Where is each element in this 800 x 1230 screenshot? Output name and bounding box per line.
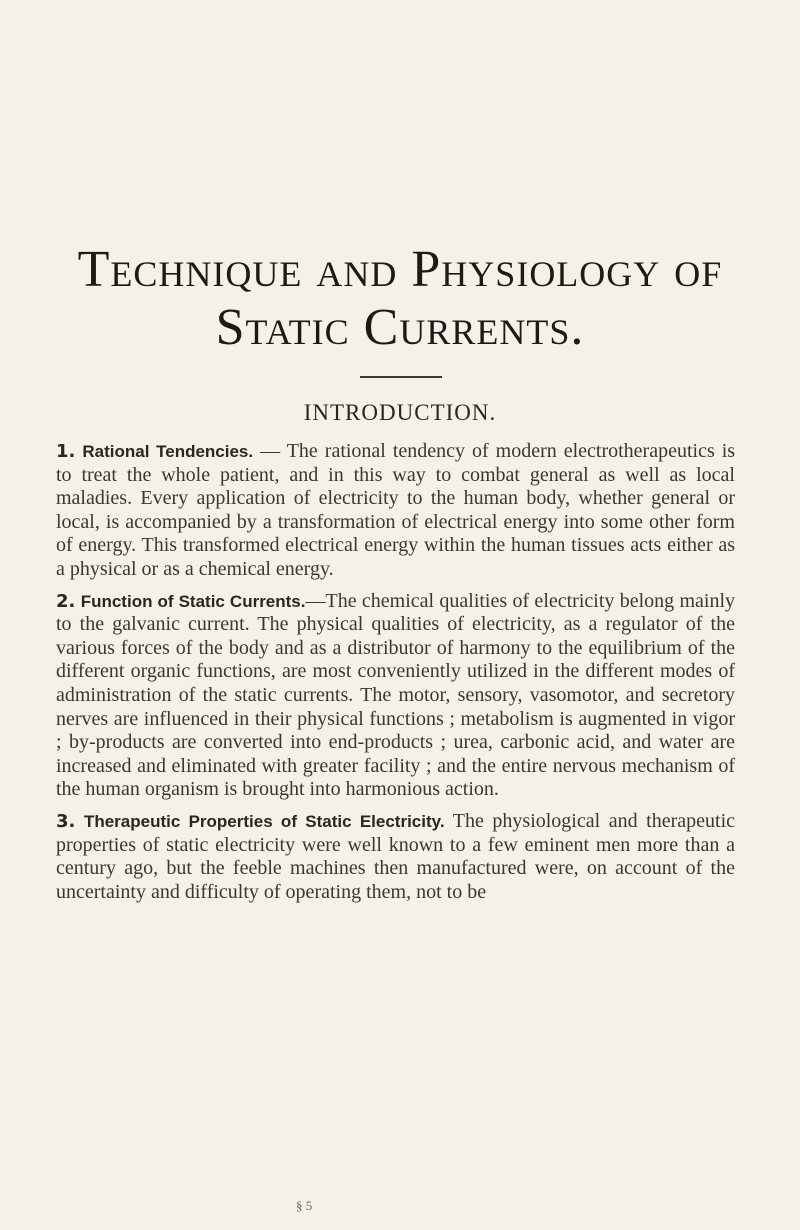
section-mark: § 5	[296, 1198, 313, 1213]
paragraph-2	[56, 590, 735, 802]
title-divider	[360, 376, 442, 378]
paragraph-separator: —	[253, 440, 287, 462]
paragraph-3	[56, 810, 735, 904]
title-line-2: Static Currents.	[215, 299, 585, 356]
title-line-1: Technique and Physiology of	[77, 241, 723, 298]
paragraph-number: 2.	[56, 590, 76, 612]
paragraph-number: 3.	[56, 810, 76, 832]
paragraph-heading: Function of Static Currents.	[80, 591, 306, 611]
paragraph-1	[56, 440, 735, 582]
paragraph-separator: —	[305, 589, 326, 612]
paragraph-text: The physiological and therapeutic properties of static electricity were well known to a few eminent men more than a century ago, but the feeble machines then manufactured were, on account of the uncertainty and difficulty of operating them, not to be	[56, 809, 736, 903]
paragraph-number: 1.	[56, 441, 76, 462]
paragraph-separator	[445, 810, 453, 832]
body-text	[56, 440, 735, 912]
paragraph-text: The chemical qualities of electricity belong mainly to the galvanic current. The physical qualities of electricity, as a regulator of the various forces of the body and as a distributor of harmony to the equilibrium of the different organic functions, are most conveniently utilized in the different modes of administration of the static currents. The motor, sensory, vasomotor, and secretory nerves are influenced in their physical functions ; metabolism is augmented in vigor ; by-products are converted into end-products ; urea, carbonic acid, and water are increased and eliminated with greater facility ; and the entire nervous mechanism of the human organism is brought into harmonious action.	[56, 589, 735, 801]
paragraph-heading: Therapeutic Properties of Static Electricity.	[83, 811, 445, 831]
paragraph-heading: Rational Tendencies.	[82, 442, 254, 461]
paragraph-text: The rational tendency of modern electrotherapeutics is to treat the whole patient, and in this way to combat general as well as local maladies. Every application of electricity to the human body, whether general or local, is accompanied by a transformation of electrical energy into some other form of energy. This transformed electrical energy within the human tissues acts either as a physical or as a chemical energy.	[56, 440, 736, 580]
section-heading: INTRODUCTION.	[303, 400, 497, 425]
